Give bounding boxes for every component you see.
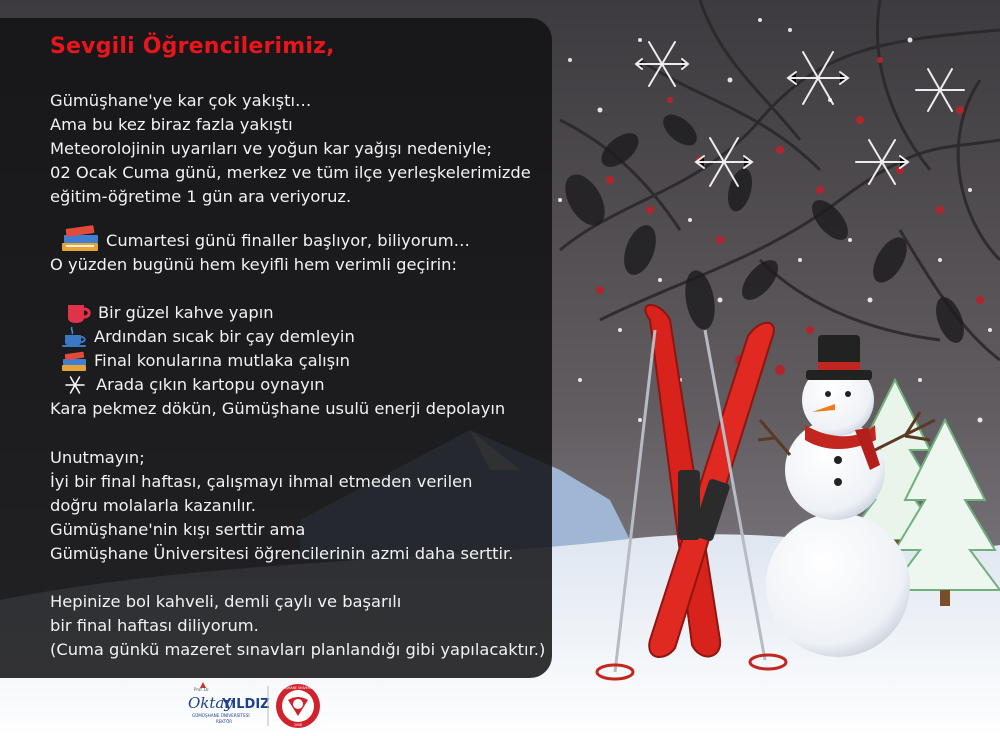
list-item — [50, 301, 505, 325]
svg-text:GÜMÜŞHANE ÜNİVERSİTESİ: GÜMÜŞHANE ÜNİVERSİTESİ — [192, 713, 250, 718]
text-line: Gümüşhane'ye kar çok yakıştı… — [50, 91, 312, 110]
books-icon — [60, 350, 90, 372]
text-line: Meteorolojinin uyarıları ve yoğun kar yağışı nedeniyle; — [50, 139, 493, 158]
text-line: İyi bir final haftası, çalışmayı ihmal etmeden verilen — [50, 472, 473, 491]
finals-announcement-text: Cumartesi günü finaller başlıyor, biliyorum… — [106, 231, 470, 250]
footer-logos — [186, 680, 326, 732]
text-line: eğitim-öğretime 1 gün ara veriyoruz. — [50, 187, 352, 206]
list-item — [50, 325, 505, 349]
text-line: 02 Ocak Cuma günü, merkez ve tüm ilçe yerleşkelerimizde — [50, 163, 531, 182]
paragraph-wishes — [50, 590, 545, 662]
text-line: Ama bu kez biraz fazla yakıştı — [50, 115, 293, 134]
svg-text:Prof. Dr.: Prof. Dr. — [194, 687, 210, 692]
paragraph-announcement — [50, 89, 531, 209]
text-line: Gümüşhane'nin kışı serttir ama — [50, 520, 306, 539]
coffee-cup-icon — [64, 302, 94, 324]
text-line: doğru molalarla kazanılır. — [50, 496, 256, 515]
list-item-text: Bir güzel kahve yapın — [98, 303, 274, 322]
text-line: Kara pekmez dökün, Gümüşhane usulü enerji depolayın — [50, 399, 506, 418]
paragraph-finals — [50, 229, 470, 277]
list-item — [50, 373, 505, 397]
university-seal — [276, 684, 320, 728]
svg-text:Oktay: Oktay — [188, 694, 233, 712]
text-line: (Cuma günkü mazeret sınavları planlandığı gibi yapılacaktır.) — [50, 640, 546, 659]
paragraph-reminder — [50, 446, 513, 566]
list-item — [50, 349, 505, 373]
list-item-text: Final konularına mutlaka çalışın — [94, 351, 350, 370]
svg-text:REKTÖR: REKTÖR — [216, 719, 232, 724]
text-line: Hepinize bol kahveli, demli çaylı ve başarılı — [50, 592, 402, 611]
svg-text:GÜMÜŞHANE ÜNİVERSİTESİ: GÜMÜŞHANE ÜNİVERSİTESİ — [276, 686, 320, 690]
snowflake-icon — [62, 374, 92, 396]
text-line: bir final haftası diliyorum. — [50, 616, 259, 635]
svg-text:2008: 2008 — [293, 723, 303, 727]
tips-list — [50, 301, 505, 421]
text-line: Unutmayın; — [50, 448, 145, 467]
list-item-text: Arada çıkın kartopu oynayın — [96, 375, 325, 394]
list-item-text: Ardından sıcak bir çay demleyin — [94, 327, 355, 346]
text-line: Gümüşhane Üniversitesi öğrencilerinin azmi daha serttir. — [50, 544, 514, 563]
rector-signature-logo — [188, 682, 270, 724]
svg-text:YILDIZ: YILDIZ — [222, 697, 270, 712]
tea-cup-icon — [60, 326, 90, 348]
greeting-heading: Sevgili Öğrencilerimiz, — [50, 34, 335, 59]
text-line: O yüzden bugünü hem keyifli hem verimli geçirin: — [50, 255, 457, 274]
books-icon — [60, 223, 102, 253]
